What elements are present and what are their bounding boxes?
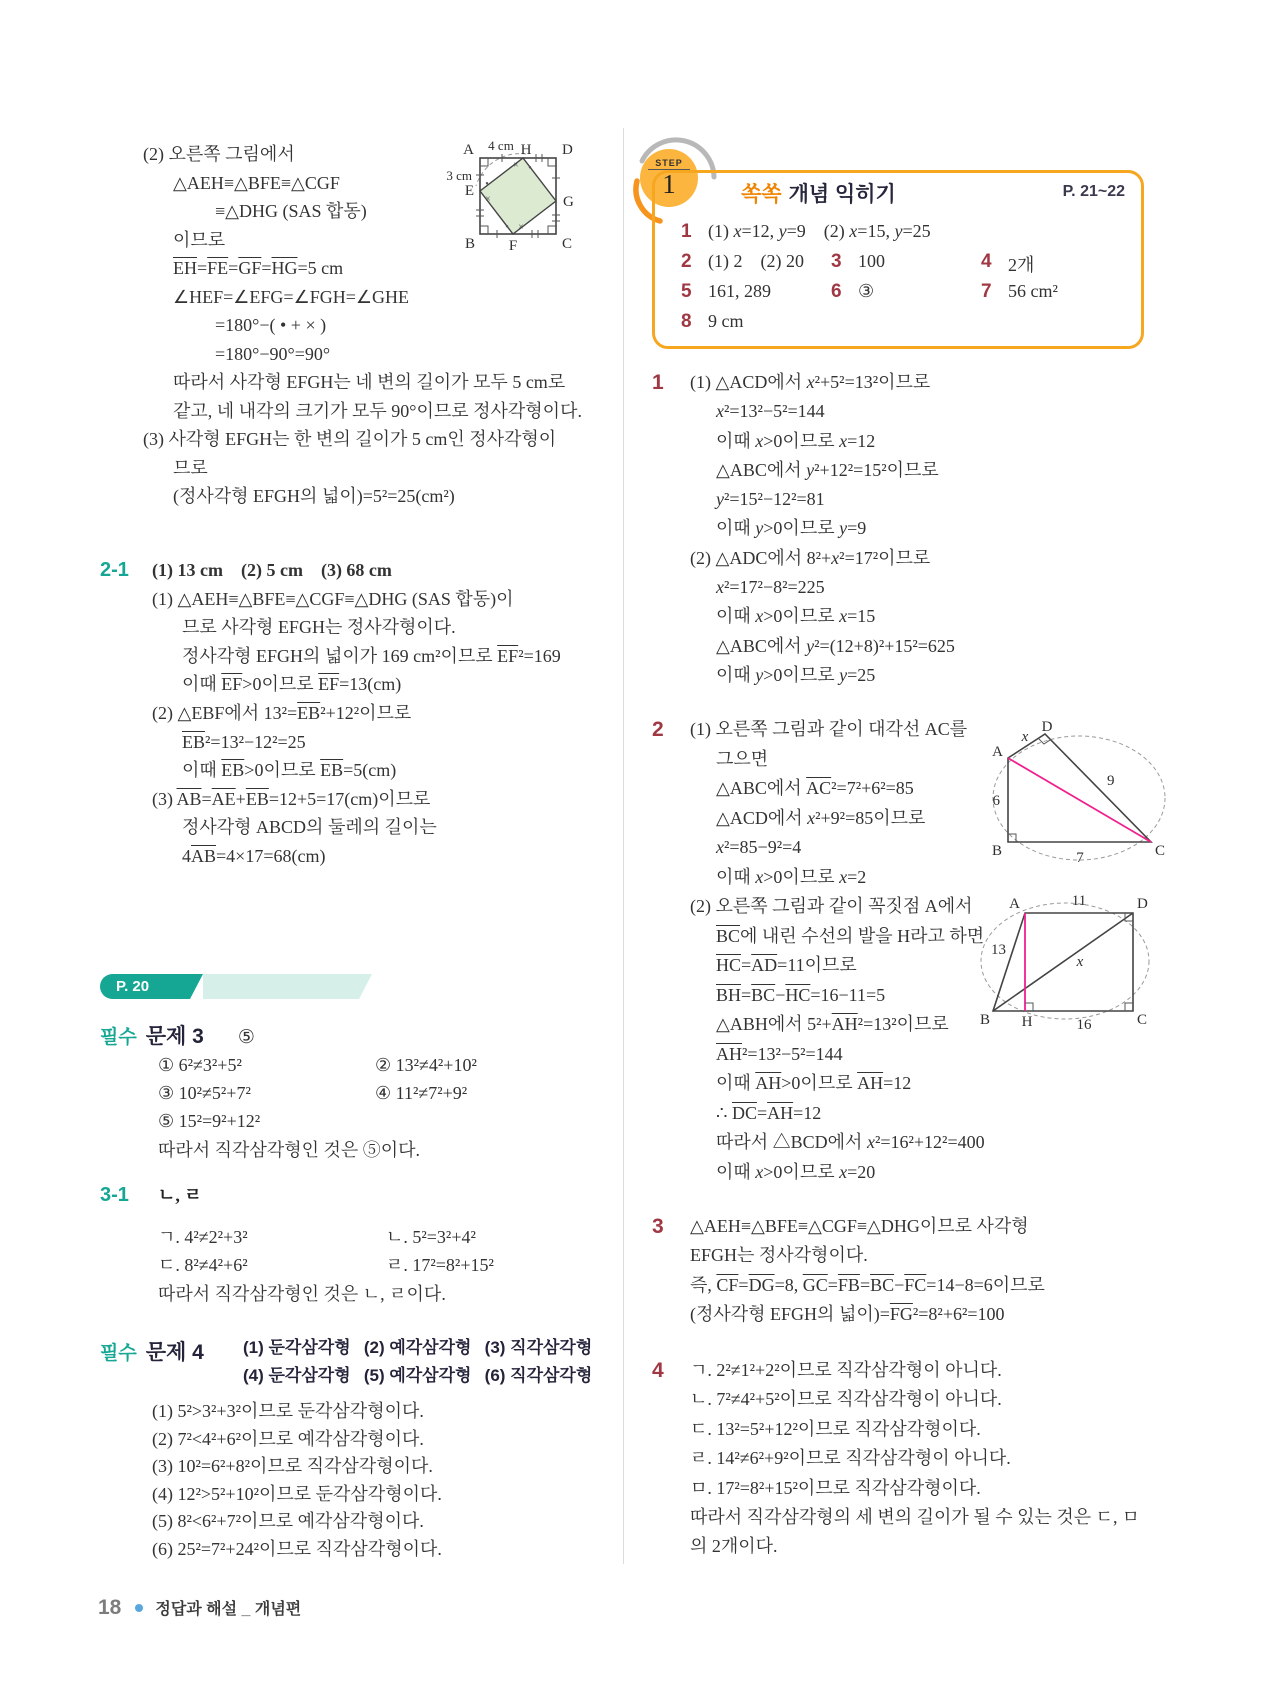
figure-label: x	[1021, 729, 1029, 745]
choice-item: ㄱ. 4²≠2²+3²	[158, 1227, 248, 1247]
solution-line: 이때 x>0이므로 x=2	[716, 866, 867, 887]
answer-cell	[981, 251, 1121, 281]
answer-row	[681, 311, 1121, 341]
choice-list	[158, 1051, 558, 1135]
problem-tag: 필수	[100, 1343, 137, 1364]
figure-label: D	[1137, 896, 1148, 912]
solution-lines	[152, 1398, 442, 1564]
figure-label: D	[562, 142, 573, 158]
solution-line: =180°−90°=90°	[215, 343, 331, 364]
answer-cell	[831, 251, 981, 281]
answer-line: (4) 둔각삼각형 (5) 예각삼각형 (6) 직각삼각형	[243, 1366, 593, 1385]
figure-label: ×	[485, 194, 491, 205]
answer-cell	[681, 311, 1121, 341]
solution-line: $\overline{HC}=\overline{AD}=11$이므로	[716, 955, 857, 975]
conclusion-line: 따라서 직각삼각형인 것은 ⑤이다.	[158, 1140, 421, 1160]
choice-item: ㄷ. 8²≠4²+6²	[158, 1255, 248, 1275]
answer-value: 100	[858, 251, 885, 271]
solution-line: △ABC에서 y²=(12+8)²+15²=625	[716, 635, 955, 656]
answer-line: (1) 13 cm (2) 5 cm (3) 68 cm	[152, 560, 392, 580]
figure-label: B	[979, 1012, 990, 1028]
step-number: 1	[662, 168, 676, 199]
choice-item: ② 13²≠4²+10²	[375, 1055, 477, 1075]
solution-line: (4) 12²>5²+10²이므로 둔각삼각형이다.	[152, 1483, 442, 1504]
choice-item: ① 6²≠3²+5²	[158, 1055, 242, 1075]
figure-quadrilateral-abcd	[983, 720, 1168, 872]
problem-answer: ⑤	[237, 1027, 255, 1048]
solution-line: 므로 사각형 EFGH는 정사각형이다.	[182, 617, 456, 638]
solution-line: △ACD에서 x²+9²=85이므로	[716, 807, 926, 828]
answer-value: (1) 2 (2) 20	[708, 251, 804, 271]
page-footer	[98, 1596, 301, 1620]
problem-header-4	[100, 1336, 204, 1366]
figure-label: 11	[1071, 893, 1087, 909]
figure-label: ×	[513, 160, 519, 171]
solution-line: ∴ $\overline{DC}=\overline{AH}=12$	[716, 1102, 822, 1123]
choice-item: ㄹ. 17²=8²+15²	[386, 1255, 494, 1275]
solution-line: $\overline{EB}^2=13^2-12^2=25$	[182, 731, 306, 752]
choice-item: ④ 11²≠7²+9²	[375, 1083, 468, 1103]
choice-item: ③ 10²≠5²+7²	[158, 1083, 251, 1103]
figure-label: 13	[991, 942, 1006, 958]
solution-block-problem4	[152, 1398, 442, 1564]
solution-line: 이때 $\overline{AH}>0$이므로 $\overline{AH}=12$	[716, 1073, 912, 1093]
solution-line: △ABC에서 y²+12²=15²이므로	[716, 459, 939, 480]
solution-line: ㄷ. 13²=5²+12²이므로 직각삼각형이다.	[690, 1418, 981, 1439]
solution-line: ㄴ. 7²≠4²+5²이므로 직각삼각형이 아니다.	[690, 1389, 1002, 1410]
answer-cell	[681, 221, 1121, 251]
page-ref: P. 21~22	[1062, 183, 1125, 200]
column-divider	[623, 128, 624, 1564]
solution-line: (2) △EBF에서 $13^2=\overline{EB}^2+12^2$이므로	[152, 702, 412, 723]
answer-line: ㄴ, ㄹ	[158, 1185, 202, 1205]
diagonal-ac	[1008, 758, 1151, 842]
solution-line: (3) 사각형 EFGH는 한 변의 길이가 5 cm인 정사각형이	[143, 429, 557, 449]
choice-item: ㄴ. 5²=3²+4²	[386, 1227, 476, 1247]
solution-number-3: 3	[652, 1215, 664, 1238]
solution-block-1	[690, 368, 955, 690]
figure-label: E	[464, 183, 474, 199]
solution-lines	[690, 1212, 1045, 1329]
answer-number: 8	[681, 311, 692, 332]
footer-dot	[135, 1604, 143, 1612]
solution-block-4	[690, 1356, 1139, 1562]
solution-line: 따라서 직각삼각형의 세 변의 길이가 될 수 있는 것은 ㄷ, ㅁ	[690, 1506, 1140, 1527]
solution-line: 그으면	[716, 748, 769, 769]
solution-line: (2) 오른쪽 그림과 같이 꼭짓점 A에서	[690, 896, 973, 916]
figure-label: B	[464, 236, 475, 252]
solution-line: (1) 오른쪽 그림과 같이 대각선 AC를	[690, 719, 968, 739]
solution-line: x²=13²−5²=144	[716, 401, 825, 422]
solution-line: EFGH는 정사각형이다.	[690, 1245, 868, 1266]
figure-label: C	[562, 236, 573, 252]
solution-block-3	[690, 1212, 1045, 1329]
step-title-main: 개념 익히기	[788, 183, 896, 206]
page-ref-pill	[100, 974, 190, 999]
figure-label: D	[1041, 719, 1053, 735]
step-title-accent: 쏙쏙	[741, 183, 782, 206]
solution-line: 이때 x>0이므로 x=20	[716, 1161, 876, 1182]
figure-label: 3 cm	[446, 168, 472, 183]
solution-line: 이때 y>0이므로 y=25	[716, 664, 876, 685]
choice-list	[158, 1223, 568, 1279]
solution-line: ㄹ. 14²≠6²+9²이므로 직각삼각형이 아니다.	[690, 1448, 1011, 1469]
solution-line: (2) △ADC에서 8²+x²=17²이므로	[690, 547, 931, 568]
solution-line: $\overline{BC}$에 내린 수선의 발을 H라고 하면	[716, 925, 985, 946]
answer-value: ③	[858, 281, 875, 301]
solution-line: 이때 x>0이므로 x=12	[716, 430, 876, 451]
solution-line: ㅁ. 17²=8²+15²이므로 직각삼각형이다.	[690, 1477, 981, 1498]
figure-label: ×	[518, 222, 524, 233]
solution-line: 이때 $\overline{EF}>0$이므로 $\overline{EF}=13(cm)$	[182, 674, 402, 695]
solution-lines	[690, 368, 955, 690]
solution-lines	[152, 585, 561, 871]
solution-line: 이때 y>0이므로 y=9	[716, 518, 867, 539]
solution-number-2: 2	[652, 718, 664, 741]
solution-lines	[690, 715, 985, 1187]
answer-value: 2개	[1008, 255, 1035, 275]
figure-labels	[980, 893, 1148, 1033]
figure-label: A	[992, 744, 1003, 760]
answer-number: 2	[681, 251, 692, 272]
answer-line: (1) 둔각삼각형 (2) 예각삼각형 (3) 직각삼각형	[243, 1338, 593, 1357]
problem-tag: 필수	[100, 1027, 137, 1048]
answer-value: (1) x=12, y=9 (2) x=15, y=25	[708, 221, 931, 241]
answer-row	[681, 251, 1121, 281]
figure-label: •	[528, 163, 532, 174]
solution-line: $\overline{BH}=\overline{BC}-\overline{HC}=16-11=5$	[716, 984, 886, 1005]
answer-number: 1	[681, 221, 692, 242]
problem-label-3-1: 3-1	[100, 1184, 129, 1206]
solution-line: $\overline{EH}=\overline{FE}=\overline{GF}=\overline{HG}=5$ cm	[173, 258, 344, 278]
solution-line: ㄱ. 2²≠1²+2²이므로 직각삼각형이 아니다.	[690, 1360, 1002, 1380]
page-ref-text: P. 20	[116, 978, 150, 995]
figure-labels	[992, 719, 1165, 866]
solution-line: (정사각형 EFGH의 넓이)=5²=25(cm²)	[173, 486, 455, 506]
answer-value: 56 cm²	[1008, 281, 1058, 301]
answer-cell	[981, 281, 1121, 311]
figure-label: 4 cm	[488, 138, 514, 153]
figure-label: H	[1021, 1014, 1033, 1030]
solution-line: $\overline{AH}^2=13^2-5^2=144$	[716, 1043, 843, 1064]
answer-cell	[681, 281, 831, 311]
problem-header-3	[100, 1020, 255, 1050]
figure-label: 16	[1076, 1017, 1092, 1033]
solution-line: (3) 10²=6²+8²이므로 직각삼각형이다.	[152, 1456, 433, 1477]
solution-line: 므로	[173, 457, 208, 478]
answer-number: 5	[681, 281, 692, 302]
page-ref-banner	[100, 974, 380, 999]
figure-label: •	[505, 222, 509, 233]
answer-number: 3	[831, 251, 842, 272]
solution-line: 이때 x>0이므로 x=15	[716, 606, 876, 627]
solution-line: $4\overline{AB}=4\times 17=68(cm)$	[182, 845, 326, 866]
answer-number: 4	[981, 251, 992, 272]
page-number: 18	[98, 1596, 122, 1619]
answer-row	[681, 221, 1121, 251]
solution-line: y²=15²−12²=81	[716, 489, 825, 510]
solution-line: (3) $\overline{AB}=\overline{AE}+\overline{EB}=12+5=17(cm)$이므로	[152, 788, 431, 809]
solution-block-2	[690, 715, 985, 1187]
solution-line: 의 2개이다.	[690, 1536, 778, 1557]
solution-line: △AEH≡△BFE≡△CGF≡△DHG이므로 사각형	[690, 1216, 1029, 1236]
solution-line: 즉, $\overline{CF}=\overline{DG}=8$, $\overline{GC}=\overline{FB}=\overline{BC}-\overline{FC}=14-8=6$이므로	[690, 1274, 1045, 1295]
problem-title: 문제 3	[145, 1025, 204, 1048]
figure-trapezoid-abcd	[979, 891, 1168, 1041]
answer-number: 7	[981, 281, 992, 302]
solution-line: (1) △AEH≡△BFE≡△CGF≡△DHG (SAS 합동)이	[152, 588, 514, 609]
solution-line: x²=85−9²=4	[716, 837, 802, 857]
solution-line: 정사각형 EFGH의 넓이가 169 cm²이므로 $\overline{EF}^2=169$	[182, 645, 561, 666]
figure-inscribed-square	[430, 130, 580, 280]
solution-line: (2) 7²<4²+6²이므로 예각삼각형이다.	[152, 1428, 424, 1449]
solution-line: (1) △ACD에서 x²+5²=13²이므로	[690, 372, 931, 392]
solution-line: ≡△DHG (SAS 합동)	[215, 201, 367, 221]
solution-line: △AEH≡△BFE≡△CGF	[173, 172, 340, 193]
solution-line: (6) 25²=7²+24²이므로 직각삼각형이다.	[152, 1538, 442, 1559]
figure-label: 9	[1107, 773, 1115, 789]
page-ref-tail	[203, 974, 359, 999]
step-label: STEP	[648, 158, 690, 170]
solution-line: (1) 5²>3²+3²이므로 둔각삼각형이다.	[152, 1401, 424, 1421]
figure-label: x	[1076, 954, 1084, 970]
answer-cell	[681, 251, 831, 281]
figure-label: •	[485, 179, 489, 190]
solution-line: 따라서 사각형 EFGH는 네 변의 길이가 모두 5 cm로	[173, 372, 566, 392]
quadrilateral-outline	[1008, 734, 1151, 842]
figure-label: C	[1137, 1012, 1148, 1028]
answer-lines	[243, 1334, 592, 1390]
solution-line: 이때 $\overline{EB}>0$이므로 $\overline{EB}=5(cm)$	[182, 760, 397, 781]
solution-number-1: 1	[652, 371, 664, 394]
solution-number-4: 4	[652, 1359, 664, 1382]
solution-line: ∠HEF=∠EFG=∠FGH=∠GHE	[173, 286, 410, 307]
problem-title: 문제 4	[145, 1341, 204, 1364]
solution-line: (2) 오른쪽 그림에서	[143, 144, 295, 164]
solution-line: (5) 8²<6²+7²이므로 예각삼각형이다.	[152, 1511, 424, 1532]
solution-line: (정사각형 EFGH의 넓이)$=\overline{FG}^2=8^2+6^2=100$	[690, 1303, 1005, 1324]
answer-value: 9 cm	[708, 311, 744, 331]
solution-line: 같고, 네 내각의 크기가 모두 90°이므로 정사각형이다.	[173, 400, 582, 421]
solution-line: △ABC에서 $\overline{AC}^2=7^2+6^2=85$	[716, 778, 914, 798]
choice-item: ⑤ 15²=9²+12²	[158, 1111, 261, 1131]
solution-lines	[690, 1356, 1139, 1562]
solution-line: △ABH에서 $5^2+\overline{AH}^2=13^2$이므로	[716, 1014, 949, 1034]
solution-line: 이므로	[173, 229, 226, 250]
step-title	[741, 178, 896, 208]
figure-label: 6	[992, 793, 1000, 809]
figure-label: G	[563, 194, 574, 210]
solution-block-2-1	[152, 556, 561, 871]
figure-label: A	[463, 142, 474, 158]
solution-line: =180°−( • + × )	[215, 315, 327, 335]
figure-label: 7	[1076, 850, 1084, 866]
conclusion-line: 따라서 직각삼각형인 것은 ㄴ, ㄹ이다.	[158, 1284, 446, 1304]
figure-label: F	[508, 238, 518, 254]
answer-cell	[831, 281, 981, 311]
figure-label: C	[1155, 843, 1166, 859]
solution-line: x²=17²−8²=225	[716, 577, 825, 598]
answer-value: 161, 289	[708, 281, 771, 301]
solution-line: 따라서 △BCD에서 x²=16²+12²=400	[716, 1132, 985, 1152]
figure-label: B	[991, 843, 1002, 859]
answer-number: 6	[831, 281, 842, 302]
solution-line: 정사각형 ABCD의 둘레의 길이는	[182, 817, 437, 838]
figure-label: H	[520, 142, 532, 158]
footer-label: 정답과 해설 _ 개념편	[155, 1601, 302, 1618]
figure-label: A	[1009, 896, 1020, 912]
diagonal-bd	[993, 913, 1133, 1011]
problem-label-2-1: 2-1	[100, 559, 129, 581]
answer-row	[681, 281, 1121, 311]
concept-answers-box	[652, 170, 1144, 349]
answer-rows	[681, 221, 1121, 341]
